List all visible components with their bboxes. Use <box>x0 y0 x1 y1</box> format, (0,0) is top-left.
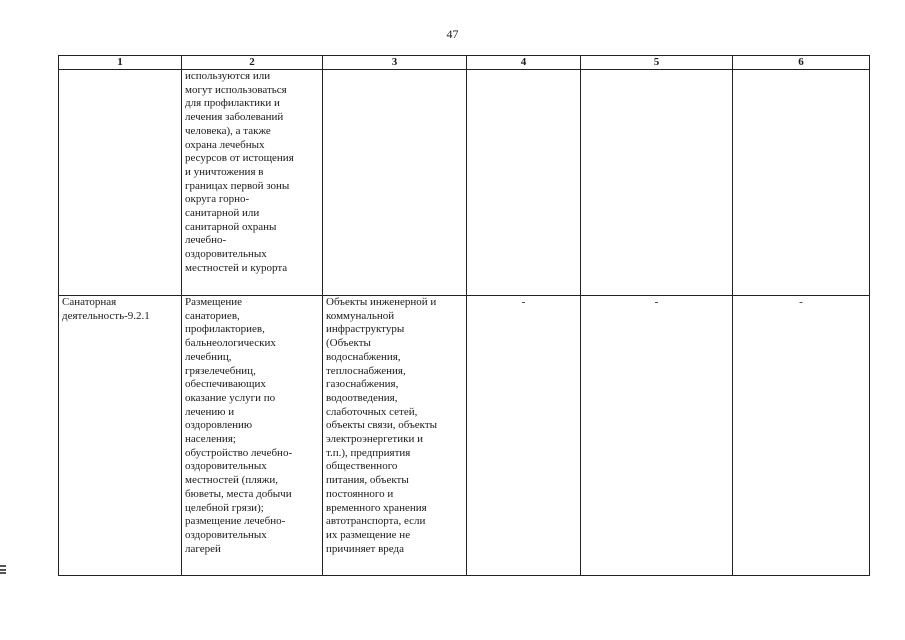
table-row <box>59 70 870 296</box>
table-cell-col5: - <box>581 296 733 576</box>
table-cell-col6: - <box>733 296 870 576</box>
column-header-5: 5 <box>581 56 733 70</box>
table-row <box>59 296 870 576</box>
column-header-4: 4 <box>467 56 581 70</box>
table-cell-col6 <box>733 70 870 296</box>
table-cell-col5 <box>581 70 733 296</box>
land-use-table <box>58 55 870 576</box>
table-cell-use-type: Санаторная деятельность-9.2.1 <box>59 296 182 576</box>
table-cell-description: используются или могут использоваться для профилактики и лечения заболеваний человека), а также охрана лечебных ресурсов от истощения и уничтожения в границах первой зоны округа горно- санитарной или санитарной охраны лечебно- оздоровительных местностей и курорта <box>182 70 323 296</box>
table-cell-col4: - <box>467 296 581 576</box>
table-cell-col4 <box>467 70 581 296</box>
column-header-6: 6 <box>733 56 870 70</box>
column-header-3: 3 <box>323 56 467 70</box>
column-header-1: 1 <box>59 56 182 70</box>
table-header-row <box>59 56 870 70</box>
table-cell-description: Размещение санаториев, профилакториев, бальнеологических лечебниц, грязелечебниц, обеспечивающих оказание услуги по лечению и оздоровлению населения; обустройство лечебно- оздоровительных местностей (пляжи, бюветы, места добычи целебной грязи); размещение лечебно- оздоровительных лагерей <box>182 296 323 576</box>
table-cell-use-type <box>59 70 182 296</box>
table-cell-auxiliary-uses <box>323 70 467 296</box>
column-header-2: 2 <box>182 56 323 70</box>
page-number: 47 <box>446 27 459 41</box>
table-cell-auxiliary-uses: Объекты инженерной и коммунальной инфраструктуры (Объекты водоснабжения, теплоснабжения, газоснабжения, водоотведения, слаботочных сетей, объекты связи, объекты электроэнергетики и т.п.), предприятия общественного питания, объекты постоянного и временного хранения автотранспорта, если их размещение не причиняет вреда <box>323 296 467 576</box>
margin-binding-mark <box>0 565 6 574</box>
